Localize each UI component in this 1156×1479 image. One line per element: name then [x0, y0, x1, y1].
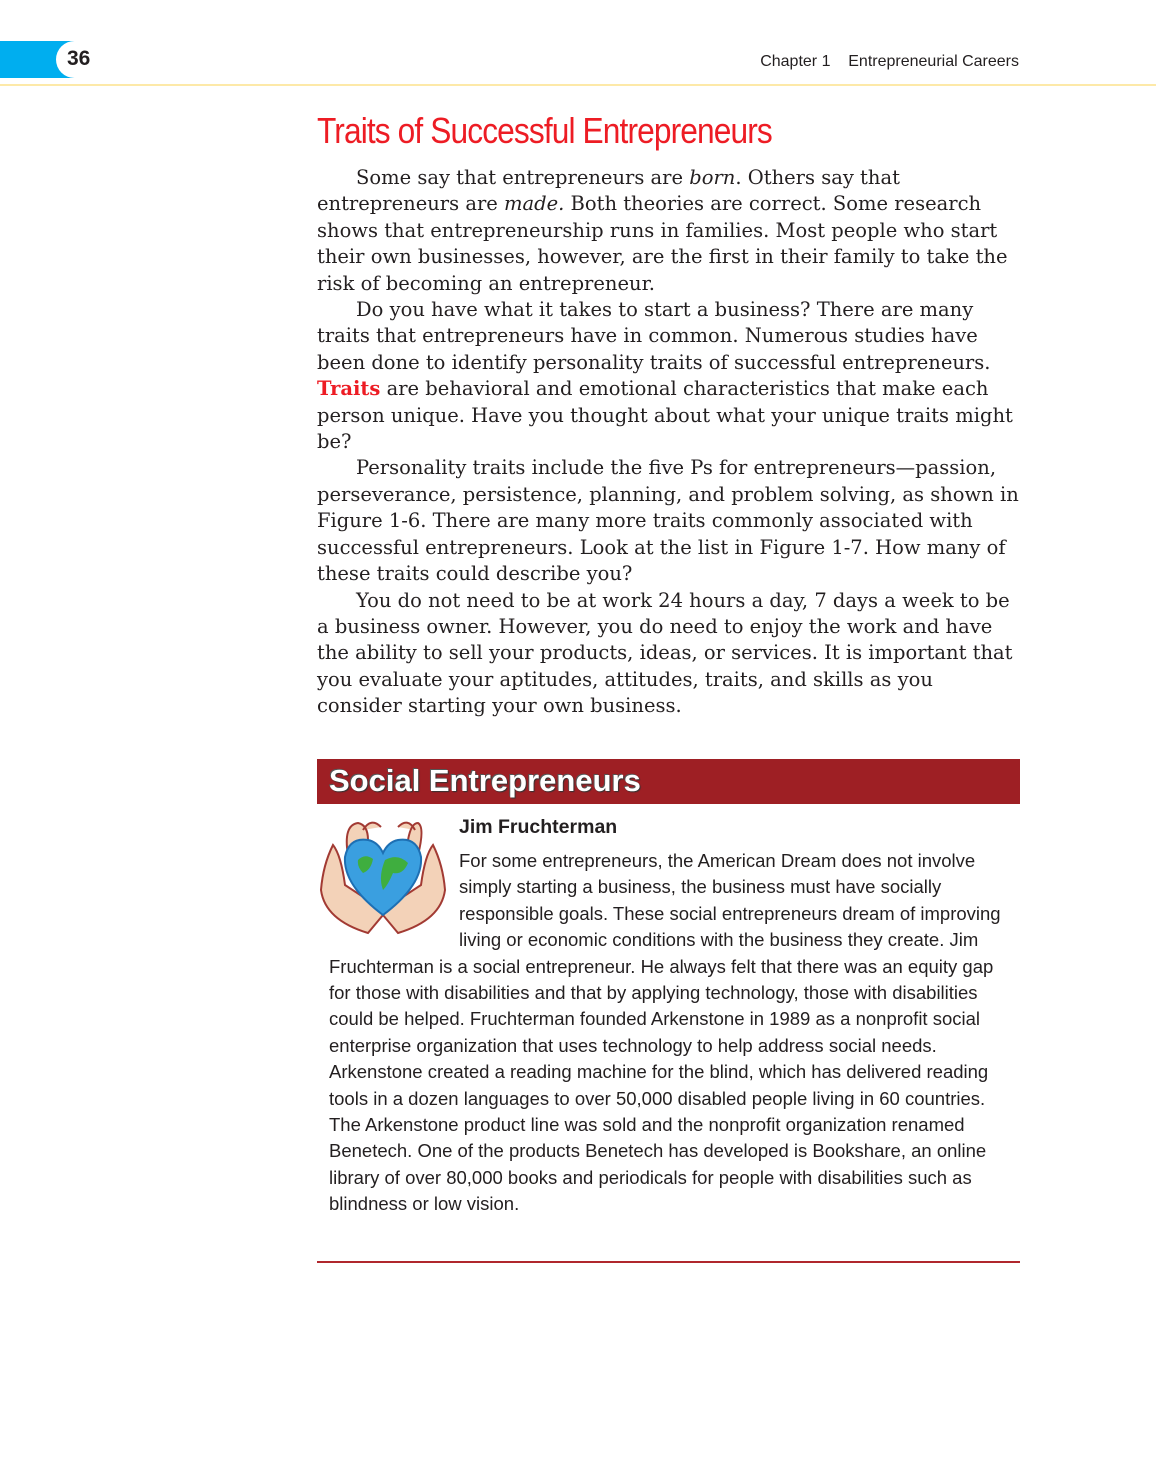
paragraph-1: Some say that entrepreneurs are born. Others say that entrepreneurs are made. Both theories are correct. Some research shows that entrepreneurship runs in families. Most people who start their own businesses, however, are the first in their family to take the risk of becoming an entrepreneur. — [317, 166, 1008, 295]
emphasis-born: born — [689, 166, 736, 189]
key-term-traits: Traits — [317, 377, 381, 401]
header-divider — [0, 84, 1156, 86]
paragraph-4: You do not need to be at work 24 hours a day, 7 days a week to be a business owner. However, you do need to enjoy the work and have the ability to sell your products, ideas, or services. It is important that you evaluate your aptitudes, attitudes, traits, and skills as you consider starting your own business. — [317, 588, 1013, 718]
feature-bottom-rule — [317, 1261, 1020, 1263]
feature-header-bar — [317, 759, 1020, 804]
feature-body: For some entrepreneurs, the American Dream does not involve simply starting a business, the business must have socially responsible goals. These social entrepreneurs dream of improving living or economic conditions with the business they create. Jim Fruchterman is a social entrepreneur. He always felt that there was an equity gap for those with disabilities and that by applying technology, those with disabilities could be helped. Fruchterman founded Arkenstone in 1989 as a nonprofit social enterprise organization that uses technology to help address social needs. Arkenstone created a reading machine for the blind, which has delivered reading tools in a dozen languages to over 50,000 disabled people living in 60 countries. The Arkenstone product line was sold and the nonprofit organization renamed Benetech. One of the products Benetech has developed is Bookshare, an online library of over 80,000 books and periodicals for people with disabilities such as blindness or low vision. — [329, 850, 1001, 1215]
paragraph-3: Personality traits include the five Ps for entrepreneurs—passion, perseverance, persistence, planning, and problem solving, as shown in Figure 1-6. There are many more traits commonly associated with successful entrepreneurs. Look at the list in Figure 1-7. How many of these traits could describe you? — [317, 456, 1019, 586]
emphasis-made: made. — [504, 192, 565, 216]
feature-subject-name: Jim Fruchterman — [459, 816, 618, 838]
feature-title: Social Entrepreneurs — [329, 763, 641, 798]
section-title: Traits of Successful Entrepreneurs — [317, 110, 772, 151]
section-body — [317, 165, 1022, 720]
paragraph-2: Do you have what it takes to start a business? There are many traits that entrepreneurs have in common. Numerous studies have been done to identify personality traits of successful entrepreneurs. Traits are behavioral and emotional characteristics that make each person unique. Have you thought about what your unique traits might be? — [317, 298, 1013, 454]
chapter-running-head: Chapter 1 Entrepreneurial Careers — [760, 53, 1019, 70]
page-number: 36 — [67, 47, 91, 70]
